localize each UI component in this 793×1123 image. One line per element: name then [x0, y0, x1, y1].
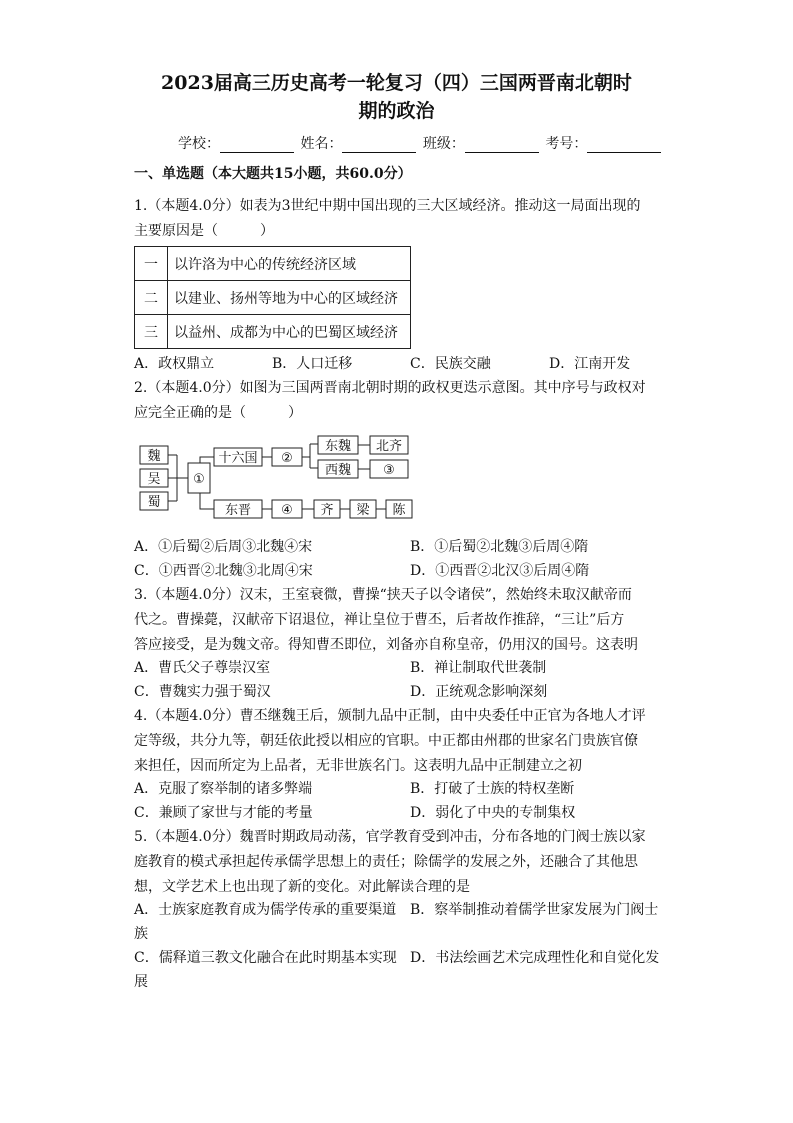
- table-row: [135, 247, 411, 281]
- q2-option-c[interactable]: C．①西晋②北魏③北周④宋: [134, 563, 313, 579]
- q4-stem-line: 4.（本题4.0分）曹丕继魏王后，颁制九品中正制，由中央委任中正官为各地人才评: [134, 708, 646, 724]
- diagram-label-qi: 齐: [320, 503, 334, 518]
- table-cell: 三: [135, 315, 168, 349]
- q2-option-a[interactable]: A．①后蜀②后周③北魏④宋: [134, 539, 313, 555]
- name-label: 姓名：: [300, 136, 343, 152]
- diagram-label-sixteen-kingdoms: 十六国: [218, 451, 258, 466]
- exam-title-line2: 期的政治: [358, 100, 435, 122]
- q2-option-d[interactable]: D．①西晋②北汉③后周④隋: [410, 563, 590, 579]
- q5-stem-line: 想，文学艺术上也出现了新的变化。对此解读合理的是: [134, 879, 470, 895]
- diagram-label-eastern-jin: 东晋: [224, 503, 252, 518]
- q3-stem-line: 代之。曹操薨，汉献帝下诏退位，禅让皇位于曹丕，后者故作推辞，“三让”后方: [134, 612, 625, 628]
- q4-stem-line: 来担任，因而所定为上品者，无非世族名门。这表明九品中正制建立之初: [134, 758, 582, 774]
- table-cell: 以建业、扬州等地为中心的区域经济: [168, 281, 411, 315]
- q4-option-d[interactable]: D．弱化了中央的专制集权: [410, 805, 576, 821]
- diagram-label-chen: 陈: [392, 503, 406, 518]
- name-blank[interactable]: [342, 138, 416, 153]
- q5-stem-line: 5.（本题4.0分）魏晋时期政局动荡，官学教育受到冲击，分布各地的门阀士族以家: [134, 829, 646, 845]
- q5-option-d[interactable]: D．书法绘画艺术完成理性化和自觉化发: [410, 950, 660, 966]
- regime-succession-diagram: [134, 432, 424, 524]
- q3-option-d[interactable]: D．正统观念影响深刻: [410, 684, 548, 700]
- diagram-label-western-wei: 西魏: [324, 463, 352, 478]
- q3-option-c[interactable]: C．曹魏实力强于蜀汉: [134, 684, 271, 700]
- q1-option-c[interactable]: C．民族交融: [410, 356, 491, 372]
- table-cell: 一: [135, 247, 168, 281]
- q5-option-a[interactable]: A．士族家庭教育成为儒学传承的重要渠道: [134, 902, 397, 918]
- q1-stem-line: 1.（本题4.0分）如表为3世纪中期中国出现的三大区域经济。推动这一局面出现的: [134, 198, 641, 214]
- table-cell: 以益州、成都为中心的巴蜀区域经济: [168, 315, 411, 349]
- student-info-row: [178, 133, 663, 153]
- diagram-label-northern-qi: 北齐: [375, 439, 403, 454]
- diagram-label-shu: 蜀: [147, 495, 161, 510]
- q2-option-b[interactable]: B．①后蜀②北魏③后周④隋: [410, 539, 589, 555]
- q2-stem-line: 2.（本题4.0分）如图为三国两晋南北朝时期的政权更迭示意图。其中序号与政权对: [134, 380, 646, 396]
- diagram-label-2: ②: [281, 451, 293, 466]
- exam-title-line1: 2023届高三历史高考一轮复习（四）三国两晋南北朝时: [161, 72, 632, 94]
- q5-stem-line: 庭教育的模式承担起传承儒学思想上的责任；除儒学的发展之外，还融合了其他思: [134, 854, 638, 870]
- q2-stem-line: 应完全正确的是（ ）: [134, 405, 302, 421]
- table-row: [135, 315, 411, 349]
- diagram-label-eastern-wei: 东魏: [324, 439, 352, 454]
- school-blank[interactable]: [220, 138, 294, 153]
- table-cell: 以许洛为中心的传统经济区域: [168, 247, 411, 281]
- diagram-label-wei: 魏: [147, 449, 161, 464]
- q5-option-d-wrap: 展: [134, 974, 148, 990]
- q4-option-b[interactable]: B．打破了士族的特权垄断: [410, 781, 575, 797]
- table-row: [135, 281, 411, 315]
- class-blank[interactable]: [465, 138, 539, 153]
- q1-stem-line: 主要原因是（ ）: [134, 223, 274, 239]
- diagram-label-4: ④: [281, 503, 293, 518]
- exam-no-label: 考号：: [545, 136, 588, 152]
- q5-option-b-wrap: 族: [134, 926, 148, 942]
- school-label: 学校：: [178, 136, 220, 152]
- diagram-label-1: ①: [193, 472, 205, 487]
- table-cell: 二: [135, 281, 168, 315]
- diagram-label-wu: 吴: [147, 472, 161, 487]
- exam-no-blank[interactable]: [587, 138, 661, 153]
- q3-stem-line: 3.（本题4.0分）汉末，王室衰微，曹操“挟天子以令诸侯”，然始终未取汉献帝而: [134, 587, 632, 603]
- diagram-label-liang: 梁: [356, 503, 370, 518]
- q4-stem-line: 定等级，共分九等，朝廷依此授以相应的官职。中正都由州郡的世家名门贵族官僚: [134, 733, 638, 749]
- q4-option-a[interactable]: A．克服了察举制的诸多弊端: [134, 781, 313, 797]
- class-label: 班级：: [422, 136, 465, 152]
- section-heading: 一、单选题（本大题共15小题，共60.0分）: [134, 166, 412, 182]
- diagram-label-3: ③: [383, 463, 395, 478]
- q5-option-b[interactable]: B．察举制推动着儒学世家发展为门阀士: [410, 902, 659, 918]
- q3-stem-line: 答应接受，是为魏文帝。得知曹丕即位，刘备亦自称皇帝，仍用汉的国号。这表明: [134, 637, 638, 653]
- q4-option-c[interactable]: C．兼顾了家世与才能的考量: [134, 805, 313, 821]
- q1-option-a[interactable]: A．政权鼎立: [134, 356, 215, 372]
- q3-option-b[interactable]: B．禅让制取代世袭制: [410, 660, 547, 676]
- q1-option-b[interactable]: B．人口迁移: [272, 356, 353, 372]
- q3-option-a[interactable]: A．曹氏父子尊崇汉室: [134, 660, 271, 676]
- q1-option-d[interactable]: D．江南开发: [549, 356, 631, 372]
- q5-option-c[interactable]: C．儒释道三教文化融合在此时期基本实现: [134, 950, 397, 966]
- q1-table: [134, 246, 411, 349]
